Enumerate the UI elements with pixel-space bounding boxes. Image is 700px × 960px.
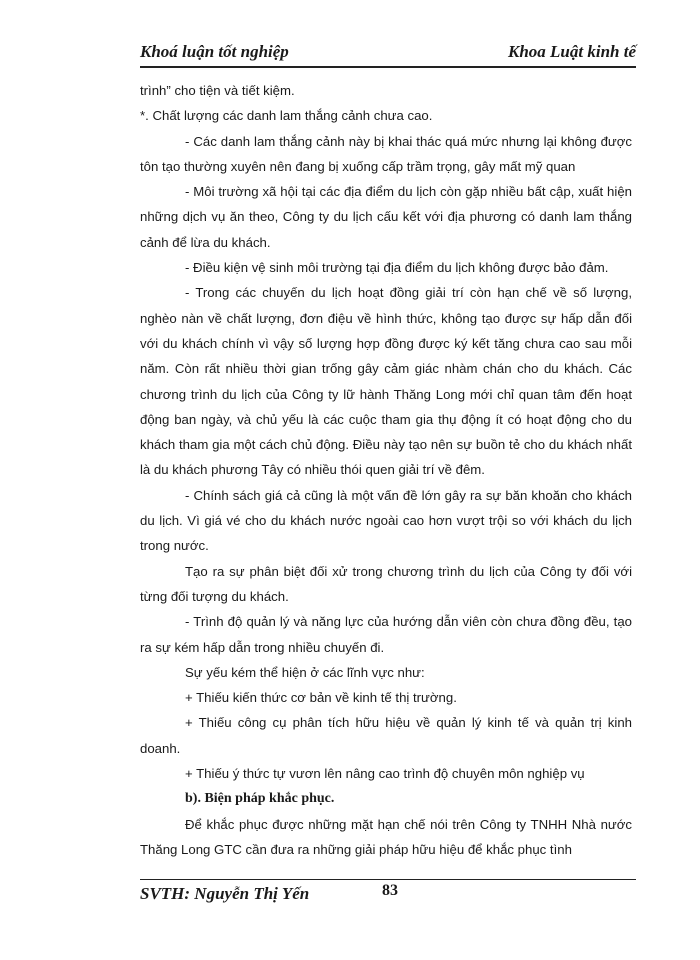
paragraph: - Chính sách giá cả cũng là một vấn đề lớn gây ra sự băn khoăn cho khách du lịch. Vì giá vé cho du khách nước ngoài cao hơn vượt trội so với khách du lịch trong nước. [140, 487, 632, 554]
paragraph: - Trong các chuyến du lịch hoạt đồng giải trí còn hạn chế về số lượng, nghèo nàn về chất lượng, đơn điệu về hình thức, không tạo được sự hấp dẫn đối với du khách chính vì vậy số lượng hợp đồng được ký kết tăng chưa cao sau mỗi năm. Còn rất nhiều thời gian trống gây cảm giác nhàm chán cho du khách. Các chương trình du lịch của Công ty lữ hành Thăng Long mới chỉ quan tâm đến hoạt động ban ngày, và chủ yếu là các cuộc tham gia thụ động ít có hoạt động cho du khách tham gia một cách chủ động. Điều này tạo nên sự buồn tẻ cho du khách nhất là du khách phương Tây có nhiều thói quen giải trí về đêm. [140, 285, 632, 478]
paragraph: - Các danh lam thắng cảnh này bị khai thác quá mức nhưng lại không được tôn tạo thường xuyên nên đang bị xuống cấp trầm trọng, gây mất mỹ quan [140, 133, 632, 174]
section-heading: b). Biện pháp khắc phục. [185, 791, 335, 807]
list-item: + Thiếu kiến thức cơ bản về kinh tế thị trường. [185, 690, 457, 706]
section-marker: *. Chất lượng các danh lam thắng cảnh chưa cao. [140, 108, 433, 124]
paragraph: Để khắc phục được những mặt hạn chế nói trên Công ty TNHH Nhà nước Thăng Long GTC cần đưa ra những giải pháp hữu hiệu để khắc phục tình [140, 816, 632, 857]
header-faculty: Khoa Luật kinh tế [507, 42, 636, 61]
list-item: + Thiếu công cụ phân tích hữu hiệu về quản lý kinh tế và quản trị kinh doanh. [140, 715, 632, 756]
paragraph: Sự yếu kém thể hiện ở các lĩnh vực như: [185, 664, 425, 680]
paragraph: - Môi trường xã hội tại các địa điểm du lịch còn gặp nhiều bất cập, xuất hiện những dịch vụ ăn theo, Công ty du lịch cấu kết với địa phương có danh lam thắng cảnh để lừa du khách. [140, 184, 632, 250]
paragraph: trình” cho tiện và tiết kiệm. [140, 83, 295, 98]
paragraph: - Trình độ quản lý và năng lực của hướng dẫn viên còn chưa đồng đều, tạo ra sự kém hấp dẫn trong nhiều chuyến đi. [140, 614, 632, 655]
footer-author: SVTH: Nguyễn Thị Yến [140, 884, 310, 903]
list-item: + Thiếu ý thức tự vươn lên nâng cao trình độ chuyên môn nghiệp vụ [185, 766, 585, 782]
page-header [140, 38, 636, 68]
paragraph: - Điều kiện vệ sinh môi trường tại địa điểm du lịch không được bảo đảm. [185, 260, 609, 276]
paragraph: Tạo ra sự phân biệt đối xử trong chương trình du lịch của Công ty đối với từng đối tượng du khách. [140, 563, 632, 604]
page-number: 83 [382, 882, 398, 899]
header-thesis-title: Khoá luận tốt nghiệp [140, 42, 289, 61]
footer-divider [140, 879, 636, 880]
document-body [140, 78, 632, 862]
